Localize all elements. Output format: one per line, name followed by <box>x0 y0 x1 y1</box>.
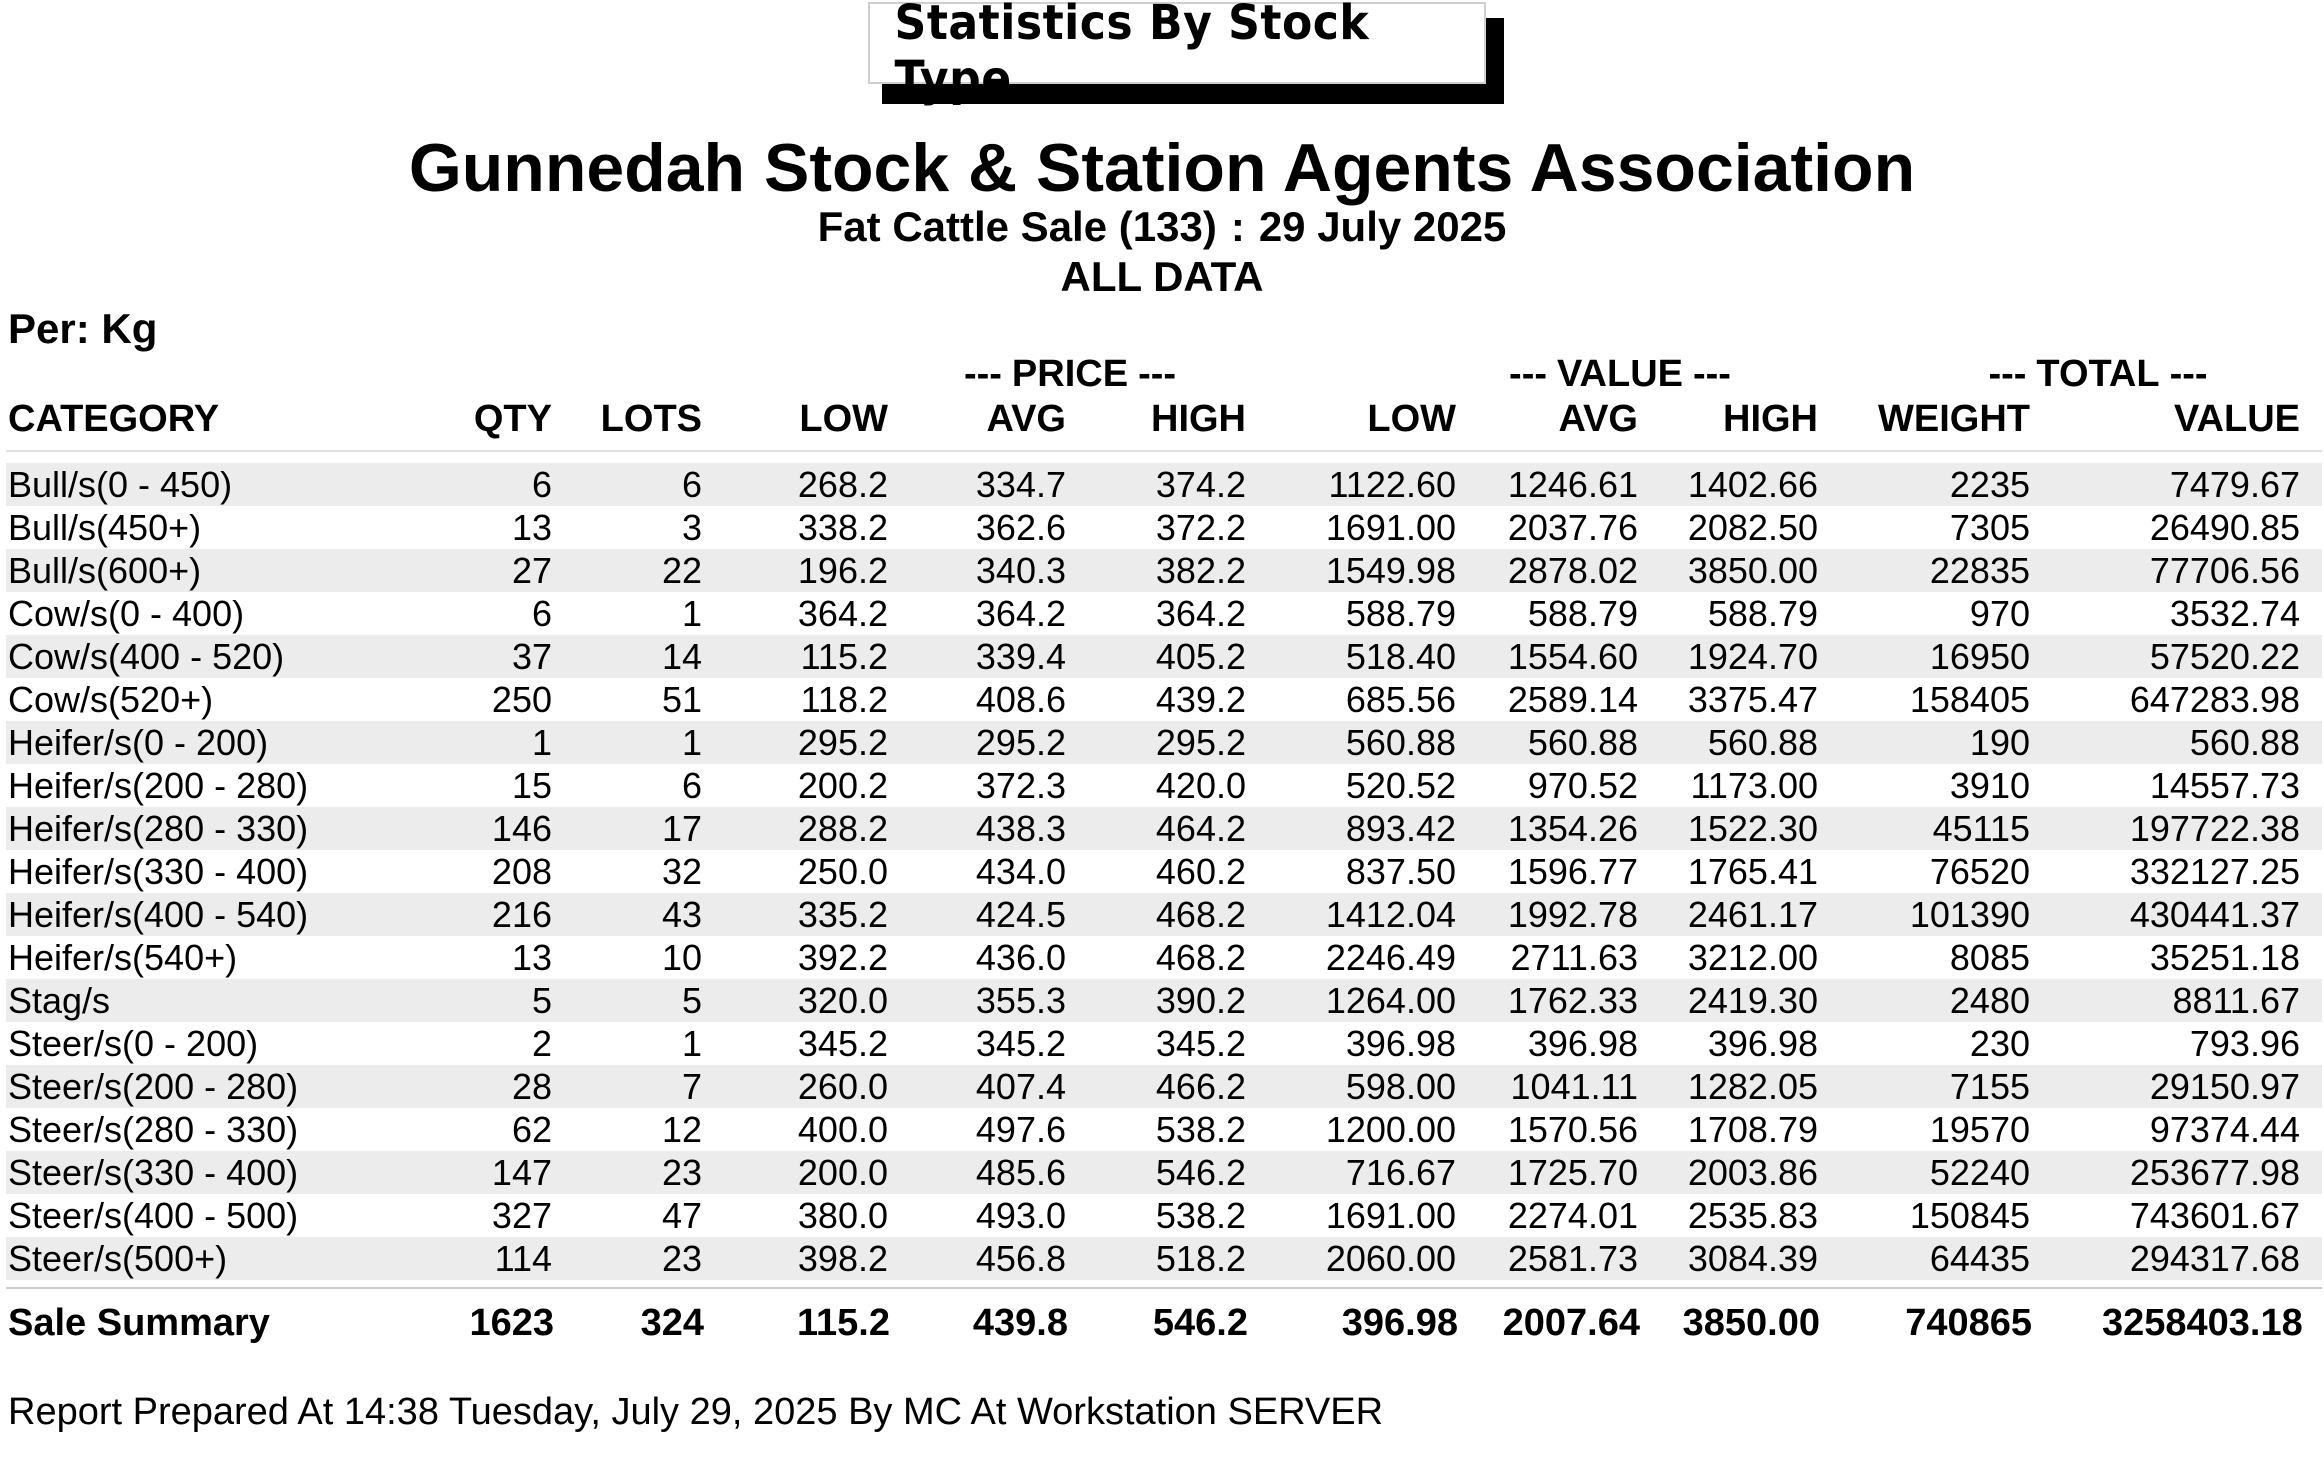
table-row <box>0 764 2324 807</box>
sale-separator: : <box>1230 203 1245 250</box>
cell-qty: 15 <box>511 765 552 806</box>
summary-category: Sale Summary <box>8 1302 270 1344</box>
cell-lots: 23 <box>661 1238 702 1279</box>
cell-total-value: 743601.67 <box>2129 1195 2300 1236</box>
cell-price-avg: 436.0 <box>975 937 1066 978</box>
cell-price-avg: 485.6 <box>975 1152 1066 1193</box>
table-row <box>0 1151 2324 1194</box>
cell-value-avg: 2274.01 <box>1507 1195 1638 1236</box>
cell-value-low: 588.79 <box>1345 593 1456 634</box>
cell-value-high: 2419.30 <box>1687 980 1818 1021</box>
cell-price-low: 400.0 <box>797 1109 888 1150</box>
cell-qty: 37 <box>511 636 552 677</box>
cell-price-low: 364.2 <box>797 593 888 634</box>
cell-value-low: 2246.49 <box>1325 937 1456 978</box>
cell-value-low: 1549.98 <box>1325 550 1456 591</box>
cell-value-high: 3084.39 <box>1687 1238 1818 1279</box>
cell-category: Bull/s(0 - 450) <box>8 464 233 505</box>
cell-value-avg: 970.52 <box>1527 765 1638 806</box>
sale-subtitle <box>0 202 2324 252</box>
cell-price-avg: 295.2 <box>975 722 1066 763</box>
cell-category: Cow/s(520+) <box>8 679 214 720</box>
cell-price-low: 335.2 <box>797 894 888 935</box>
cell-value-low: 598.00 <box>1345 1066 1456 1107</box>
cell-category: Steer/s(0 - 200) <box>8 1023 259 1064</box>
cell-value-high: 2461.17 <box>1687 894 1818 935</box>
sale-date: 29 July 2025 <box>1258 203 1507 250</box>
summary-value-high: 3850.00 <box>1682 1302 1820 1344</box>
cell-value-high: 1402.66 <box>1687 464 1818 505</box>
cell-total-value: 57520.22 <box>2149 636 2300 677</box>
report-title-box <box>868 0 1490 107</box>
cell-value-avg: 1354.26 <box>1507 808 1638 849</box>
report-title: Statistics By Stock Type <box>894 0 1370 107</box>
cell-value-high: 1924.70 <box>1687 636 1818 677</box>
cell-value-low: 1200.00 <box>1325 1109 1456 1150</box>
cell-qty: 208 <box>491 851 552 892</box>
group-header-value: --- VALUE --- <box>1509 353 1731 395</box>
cell-lots: 3 <box>681 507 702 548</box>
cell-category: Steer/s(500+) <box>8 1238 228 1279</box>
cell-total-value: 29150.97 <box>2149 1066 2300 1107</box>
cell-value-avg: 1570.56 <box>1507 1109 1638 1150</box>
cell-value-avg: 2589.14 <box>1507 679 1638 720</box>
cell-price-avg: 407.4 <box>975 1066 1066 1107</box>
cell-total-weight: 3910 <box>1949 765 2030 806</box>
cell-lots: 12 <box>661 1109 702 1150</box>
cell-total-weight: 19570 <box>1929 1109 2030 1150</box>
cell-total-value: 430441.37 <box>2129 894 2300 935</box>
group-header-price-label: PRICE <box>1011 353 1129 395</box>
column-header-total-value: VALUE <box>2174 398 2300 440</box>
cell-price-low: 118.2 <box>800 679 888 720</box>
cell-value-low: 518.40 <box>1345 636 1456 677</box>
cell-category: Bull/s(600+) <box>8 550 202 591</box>
cell-total-value: 332127.25 <box>2129 851 2300 892</box>
cell-value-low: 560.88 <box>1345 722 1456 763</box>
cell-total-weight: 970 <box>1969 593 2030 634</box>
table-row <box>0 1237 2324 1280</box>
cell-value-high: 3850.00 <box>1687 550 1818 591</box>
group-header-price: --- PRICE --- <box>963 353 1177 395</box>
group-header-total-label: TOTAL <box>2036 353 2160 395</box>
cell-price-avg: 493.0 <box>975 1195 1066 1236</box>
cell-qty: 216 <box>491 894 552 935</box>
column-header-value-avg: AVG <box>1558 398 1638 440</box>
cell-value-avg: 1762.33 <box>1507 980 1638 1021</box>
cell-qty: 146 <box>491 808 552 849</box>
cell-price-low: 338.2 <box>797 507 888 548</box>
cell-qty: 28 <box>511 1066 552 1107</box>
cell-price-low: 250.0 <box>797 851 888 892</box>
column-header-price-high: HIGH <box>1151 398 1246 440</box>
cell-price-avg: 362.6 <box>975 507 1066 548</box>
cell-value-high: 3375.47 <box>1687 679 1818 720</box>
cell-price-avg: 438.3 <box>975 808 1066 849</box>
cell-value-avg: 588.79 <box>1527 593 1638 634</box>
cell-value-low: 520.52 <box>1345 765 1456 806</box>
cell-total-value: 253677.98 <box>2129 1152 2300 1193</box>
cell-total-weight: 52240 <box>1929 1152 2030 1193</box>
cell-value-high: 2003.86 <box>1687 1152 1818 1193</box>
cell-category: Cow/s(0 - 400) <box>8 593 245 634</box>
cell-category: Heifer/s(280 - 330) <box>8 808 309 849</box>
cell-total-value: 77706.56 <box>2149 550 2300 591</box>
cell-total-weight: 230 <box>1969 1023 2030 1064</box>
column-header-qty: QTY <box>473 398 552 440</box>
cell-value-low: 1122.60 <box>1328 464 1456 505</box>
cell-price-high: 468.2 <box>1155 937 1246 978</box>
cell-price-high: 439.2 <box>1155 679 1246 720</box>
cell-price-low: 268.2 <box>797 464 888 505</box>
summary-price-avg: 439.8 <box>972 1302 1068 1344</box>
cell-price-high: 295.2 <box>1155 722 1246 763</box>
table-row <box>0 1065 2324 1108</box>
cell-price-avg: 408.6 <box>975 679 1066 720</box>
cell-qty: 250 <box>491 679 552 720</box>
cell-value-high: 2535.83 <box>1687 1195 1818 1236</box>
table-row <box>0 1108 2324 1151</box>
table-row <box>0 807 2324 850</box>
cell-qty: 27 <box>511 550 552 591</box>
table-row <box>0 635 2324 678</box>
cell-total-value: 560.88 <box>2189 722 2300 763</box>
cell-price-low: 200.0 <box>797 1152 888 1193</box>
cell-price-low: 392.2 <box>797 937 888 978</box>
cell-lots: 47 <box>661 1195 702 1236</box>
cell-value-low: 1691.00 <box>1325 507 1456 548</box>
cell-lots: 7 <box>681 1066 702 1107</box>
cell-price-avg: 334.7 <box>975 464 1066 505</box>
cell-price-avg: 456.8 <box>975 1238 1066 1279</box>
cell-value-high: 1522.30 <box>1687 808 1818 849</box>
cell-value-high: 3212.00 <box>1687 937 1818 978</box>
cell-value-avg: 1725.70 <box>1507 1152 1638 1193</box>
table-row <box>0 1194 2324 1237</box>
cell-price-avg: 497.6 <box>975 1109 1066 1150</box>
table-row <box>0 893 2324 936</box>
cell-total-value: 3532.74 <box>2169 593 2300 634</box>
cell-lots: 17 <box>661 808 702 849</box>
cell-price-avg: 434.0 <box>975 851 1066 892</box>
cell-qty: 6 <box>531 593 552 634</box>
cell-qty: 1 <box>531 722 552 763</box>
stock-table-body <box>0 463 2324 1280</box>
cell-lots: 1 <box>681 1023 702 1064</box>
cell-lots: 51 <box>661 679 702 720</box>
cell-total-value: 647283.98 <box>2129 679 2300 720</box>
table-row <box>0 850 2324 893</box>
cell-value-avg: 2878.02 <box>1507 550 1638 591</box>
cell-value-high: 2082.50 <box>1687 507 1818 548</box>
cell-price-avg: 372.3 <box>975 765 1066 806</box>
column-header-value-low: LOW <box>1367 398 1456 440</box>
cell-price-avg: 345.2 <box>975 1023 1066 1064</box>
cell-category: Heifer/s(0 - 200) <box>8 722 269 763</box>
summary-qty: 1623 <box>469 1302 554 1344</box>
cell-total-weight: 7155 <box>1949 1066 2030 1107</box>
cell-total-weight: 150845 <box>1909 1195 2030 1236</box>
cell-price-high: 345.2 <box>1155 1023 1246 1064</box>
cell-price-high: 518.2 <box>1155 1238 1246 1279</box>
cell-price-avg: 340.3 <box>975 550 1066 591</box>
cell-value-high: 560.88 <box>1707 722 1818 763</box>
cell-value-avg: 396.98 <box>1527 1023 1638 1064</box>
summary-total-value: 3258403.18 <box>2102 1302 2303 1344</box>
cell-price-low: 295.2 <box>797 722 888 763</box>
cell-total-value: 35251.18 <box>2149 937 2300 978</box>
cell-price-high: 546.2 <box>1155 1152 1246 1193</box>
cell-price-high: 390.2 <box>1155 980 1246 1021</box>
table-row <box>0 549 2324 592</box>
sale-name: Fat Cattle Sale (133) <box>817 203 1217 250</box>
cell-total-weight: 16950 <box>1929 636 2030 677</box>
cell-price-low: 320.0 <box>797 980 888 1021</box>
cell-price-low: 398.2 <box>797 1238 888 1279</box>
cell-category: Steer/s(200 - 280) <box>8 1066 299 1107</box>
cell-value-avg: 2711.63 <box>1510 937 1638 978</box>
cell-value-high: 1708.79 <box>1687 1109 1818 1150</box>
cell-total-value: 294317.68 <box>2129 1238 2300 1279</box>
cell-price-high: 405.2 <box>1155 636 1246 677</box>
cell-total-weight: 45115 <box>1932 808 2030 849</box>
column-header-price-low: LOW <box>799 398 888 440</box>
summary-divider <box>6 1287 2322 1289</box>
title-frame <box>868 0 1486 107</box>
cell-category: Bull/s(450+) <box>8 507 202 548</box>
cell-lots: 14 <box>661 636 702 677</box>
cell-total-weight: 2480 <box>1949 980 2030 1021</box>
cell-category: Heifer/s(540+) <box>8 937 238 978</box>
cell-value-low: 1412.04 <box>1325 894 1456 935</box>
column-header-total-weight: WEIGHT <box>1878 398 2030 440</box>
cell-qty: 13 <box>511 937 552 978</box>
cell-lots: 6 <box>681 765 702 806</box>
cell-qty: 62 <box>511 1109 552 1150</box>
cell-lots: 23 <box>661 1152 702 1193</box>
report-footer: Report Prepared At 14:38 Tuesday, July 29, 2025 By MC At Workstation SERVER <box>8 1391 1384 1433</box>
cell-value-low: 1264.00 <box>1325 980 1456 1021</box>
cell-qty: 5 <box>531 980 552 1021</box>
cell-qty: 13 <box>511 507 552 548</box>
column-header-price-avg: AVG <box>986 398 1066 440</box>
cell-category: Steer/s(280 - 330) <box>8 1109 299 1150</box>
cell-total-value: 26490.85 <box>2149 507 2300 548</box>
cell-price-high: 374.2 <box>1155 464 1246 505</box>
cell-price-high: 464.2 <box>1155 808 1246 849</box>
summary-total-weight: 740865 <box>1905 1302 2032 1344</box>
cell-price-low: 380.0 <box>797 1195 888 1236</box>
table-row <box>0 506 2324 549</box>
cell-value-high: 1282.05 <box>1687 1066 1818 1107</box>
cell-value-high: 588.79 <box>1707 593 1818 634</box>
column-header-category: CATEGORY <box>8 398 220 440</box>
cell-value-low: 2060.00 <box>1325 1238 1456 1279</box>
cell-value-high: 396.98 <box>1707 1023 1818 1064</box>
cell-total-weight: 76520 <box>1929 851 2030 892</box>
cell-total-value: 197722.38 <box>2129 808 2300 849</box>
table-row <box>0 592 2324 635</box>
cell-total-value: 14557.73 <box>2149 765 2300 806</box>
cell-category: Heifer/s(400 - 540) <box>8 894 309 935</box>
table-row <box>0 678 2324 721</box>
cell-value-low: 685.56 <box>1345 679 1456 720</box>
data-scope: ALL DATA <box>1060 253 1264 300</box>
table-row <box>0 721 2324 764</box>
cell-value-avg: 1246.61 <box>1507 464 1638 505</box>
summary-value-low: 396.98 <box>1341 1302 1458 1344</box>
cell-price-avg: 424.5 <box>975 894 1066 935</box>
cell-price-low: 196.2 <box>797 550 888 591</box>
cell-price-high: 420.0 <box>1155 765 1246 806</box>
cell-price-low: 200.2 <box>797 765 888 806</box>
cell-category: Cow/s(400 - 520) <box>8 636 285 677</box>
organization-name: Gunnedah Stock & Station Agents Association <box>408 130 1916 206</box>
cell-value-low: 893.42 <box>1345 808 1456 849</box>
cell-qty: 327 <box>491 1195 552 1236</box>
per-unit-label: Per: Kg <box>8 305 158 352</box>
cell-qty: 114 <box>494 1238 552 1279</box>
cell-category: Stag/s <box>8 980 111 1021</box>
cell-price-avg: 355.3 <box>975 980 1066 1021</box>
summary-value-avg: 2007.64 <box>1502 1302 1640 1344</box>
summary-lots: 324 <box>640 1302 704 1344</box>
cell-price-low: 288.2 <box>797 808 888 849</box>
cell-price-low: 115.2 <box>800 636 888 677</box>
column-header-lots: LOTS <box>600 398 702 440</box>
cell-price-high: 468.2 <box>1155 894 1246 935</box>
group-header-total: --- TOTAL --- <box>1988 353 2208 395</box>
cell-category: Heifer/s(330 - 400) <box>8 851 309 892</box>
cell-price-high: 372.2 <box>1155 507 1246 548</box>
cell-value-avg: 1554.60 <box>1507 636 1638 677</box>
cell-value-low: 396.98 <box>1345 1023 1456 1064</box>
cell-value-avg: 1596.77 <box>1507 851 1638 892</box>
cell-price-high: 466.2 <box>1155 1066 1246 1107</box>
cell-price-high: 364.2 <box>1155 593 1246 634</box>
group-header-value-label: VALUE <box>1557 353 1683 395</box>
cell-total-value: 7479.67 <box>2169 464 2300 505</box>
cell-category: Steer/s(330 - 400) <box>8 1152 299 1193</box>
cell-value-avg: 1992.78 <box>1507 894 1638 935</box>
cell-total-weight: 101390 <box>1909 894 2030 935</box>
table-row <box>0 1022 2324 1065</box>
cell-lots: 5 <box>681 980 702 1021</box>
cell-total-weight: 7305 <box>1949 507 2030 548</box>
table-row <box>0 463 2324 506</box>
header-divider <box>6 450 2322 452</box>
cell-total-weight: 158405 <box>1909 679 2030 720</box>
cell-lots: 1 <box>681 593 702 634</box>
cell-price-high: 538.2 <box>1155 1195 1246 1236</box>
cell-value-avg: 2581.73 <box>1507 1238 1638 1279</box>
cell-category: Steer/s(400 - 500) <box>8 1195 299 1236</box>
cell-price-low: 345.2 <box>797 1023 888 1064</box>
cell-value-avg: 1041.11 <box>1510 1066 1638 1107</box>
table-row <box>0 979 2324 1022</box>
cell-lots: 32 <box>661 851 702 892</box>
cell-price-avg: 339.4 <box>975 636 1066 677</box>
cell-price-avg: 364.2 <box>975 593 1066 634</box>
cell-value-high: 1173.00 <box>1690 765 1818 806</box>
cell-lots: 1 <box>681 722 702 763</box>
summary-price-high: 546.2 <box>1152 1302 1248 1344</box>
cell-total-weight: 22835 <box>1929 550 2030 591</box>
cell-lots: 6 <box>681 464 702 505</box>
cell-value-avg: 2037.76 <box>1507 507 1638 548</box>
cell-price-high: 382.2 <box>1155 550 1246 591</box>
cell-value-avg: 560.88 <box>1527 722 1638 763</box>
cell-price-high: 538.2 <box>1155 1109 1246 1150</box>
cell-total-weight: 64435 <box>1929 1238 2030 1279</box>
cell-value-high: 1765.41 <box>1687 851 1818 892</box>
cell-total-value: 8811.67 <box>2172 980 2300 1021</box>
cell-price-high: 460.2 <box>1155 851 1246 892</box>
column-header-value-high: HIGH <box>1723 398 1818 440</box>
cell-value-low: 716.67 <box>1345 1152 1456 1193</box>
cell-total-value: 97374.44 <box>2149 1109 2300 1150</box>
cell-total-weight: 190 <box>1969 722 2030 763</box>
table-row <box>0 936 2324 979</box>
cell-qty: 147 <box>491 1152 552 1193</box>
cell-qty: 2 <box>531 1023 552 1064</box>
cell-category: Heifer/s(200 - 280) <box>8 765 309 806</box>
cell-lots: 43 <box>661 894 702 935</box>
cell-qty: 6 <box>531 464 552 505</box>
sale-summary-row <box>0 1298 2324 1348</box>
cell-value-low: 1691.00 <box>1325 1195 1456 1236</box>
cell-value-low: 837.50 <box>1345 851 1456 892</box>
cell-lots: 10 <box>661 937 702 978</box>
cell-total-weight: 2235 <box>1949 464 2030 505</box>
summary-price-low: 115.2 <box>797 1302 890 1344</box>
cell-lots: 22 <box>661 550 702 591</box>
cell-price-low: 260.0 <box>797 1066 888 1107</box>
cell-total-weight: 8085 <box>1949 937 2030 978</box>
cell-total-value: 793.96 <box>2189 1023 2300 1064</box>
